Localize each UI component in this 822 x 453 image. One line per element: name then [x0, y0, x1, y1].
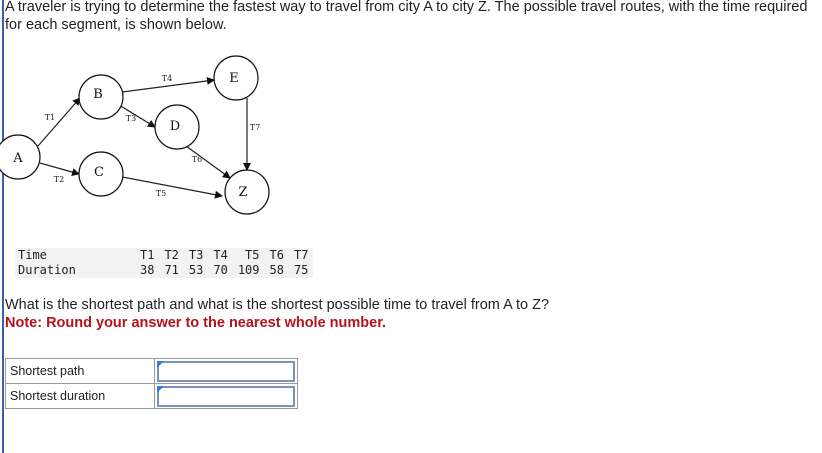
edge-t1 [38, 98, 80, 146]
time-row-label: Time [18, 248, 47, 262]
edge-label-t7: T7 [249, 123, 261, 132]
duration-value: 109 [237, 263, 260, 277]
shortest-path-cell [155, 359, 298, 384]
edge-label-t2: T2 [53, 175, 65, 184]
shortest-path-input[interactable] [157, 361, 295, 382]
node-b-label: B [93, 87, 103, 102]
rounding-note: Note: Round your answer to the nearest whole number. [5, 315, 387, 331]
duration-value: 38 [140, 263, 155, 277]
edge-t5 [117, 176, 222, 196]
answer-table [5, 358, 298, 409]
segment-header: T7 [293, 248, 309, 262]
node-d-label: D [169, 119, 181, 134]
edge-label-t1: T1 [44, 113, 56, 122]
duration-value: 70 [213, 263, 228, 277]
segment-time-table [15, 248, 313, 278]
duration-row-label: Duration [18, 263, 76, 277]
edge-t3 [119, 105, 155, 127]
segment-header: T5 [245, 248, 260, 262]
node-e-label: E [229, 71, 239, 86]
duration-value: 58 [269, 263, 284, 277]
table-row-time [15, 248, 313, 263]
shortest-duration-input[interactable] [157, 386, 295, 407]
duration-value: 75 [293, 263, 309, 277]
node-a-label: A [13, 151, 23, 166]
segment-header: T2 [164, 248, 179, 262]
duration-value: 71 [164, 263, 179, 277]
question-text: What is the shortest path and what is the shortest possible time to travel from A to Z? [5, 297, 550, 313]
shortest-duration-label: Shortest duration [6, 384, 155, 409]
node-z-label: Z [238, 185, 248, 200]
edge-label-t3: T3 [125, 114, 137, 123]
edge-label-t4: T4 [161, 74, 173, 83]
edge-t2 [40, 163, 79, 174]
shortest-path-label: Shortest path [6, 359, 155, 384]
segment-header: T1 [140, 248, 155, 262]
shortest-duration-cell [155, 384, 298, 409]
answer-row-duration [6, 384, 298, 409]
table-row-duration [15, 263, 313, 278]
edge-label-t5: T5 [155, 189, 167, 198]
segment-header: T3 [188, 248, 204, 262]
node-c-label: C [94, 165, 104, 180]
segment-header: T6 [269, 248, 284, 262]
answer-row-path [6, 359, 298, 384]
duration-value: 53 [188, 263, 204, 277]
edge-label-t6: T6 [191, 155, 203, 164]
question-intro: A traveler is trying to determine the fastest way to travel from city A to city Z. The possible travel routes, with the time required for each segment, is shown below. [5, 0, 808, 33]
segment-header: T4 [213, 248, 228, 262]
